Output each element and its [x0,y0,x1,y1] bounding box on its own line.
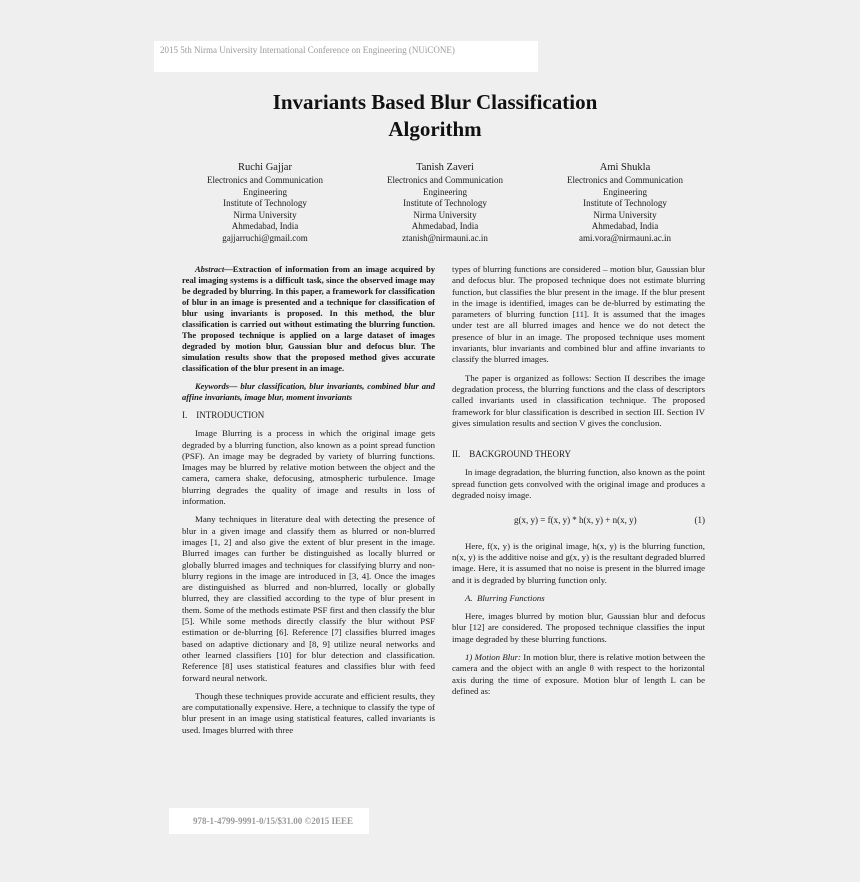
equation-number: (1) [694,515,705,526]
intro-paragraph-3: Though these techniques provide accurate and efficient results, they are computationally expensive. Here, a technique to classify the type of blur present in an image using statistical features, called invariants is used. Images blurred with three [182,690,435,735]
background-paragraph-1: In image degradation, the blurring function, also known as the point spread function gets convolved with the original image and produces a degraded noisy image. [452,467,705,501]
author-1 [180,161,350,244]
background-paragraph-3: Here, images blurred by motion blur, Gaussian blur and defocus blur [12] are considered. The proposed technique classifies the input image degraded by these blurring functions. [452,611,705,644]
author-email: ami.vora@nirmauni.ac.in [578,232,671,243]
equation-1 [452,515,705,526]
author-block [180,161,710,244]
author-name: Ruchi Gajjar [238,162,292,173]
intro-paragraph-1: Image Blurring is a process in which the original image gets degraded by a blurring function, also known as a point spread function (PSF). An image may be degraded by variety of blurring functions. Images may be blurred by relative motion between the object and the camera, camera shake, defocusing, atmospheric turbulence. Image blurring degrades the quality of image and results in loss of information. [182,428,435,507]
section-title-rest: ACKGROUND [475,449,536,460]
section-numeral: II. [452,449,461,460]
intro-paragraph-3-continued: types of blurring functions are considered – motion blur, Gaussian blur and defocus blur. The proposed technique does not estimate blurring function, but classifies the blur present in the image. If the blur present in the image is identified, images can be de-blurred by estimating the parameters of blurring function [11]. It is assumed that the images under test are all blurred images and hence we do not detect the presence of blur in an image. The proposed technique uses moment invariants, blur invariants and combined blur and affine invariants to classify the blurred images. [452,264,705,365]
author-name: Tanish Zaveri [416,162,474,173]
section-numeral: I. [182,410,188,420]
author-name: Ami Shukla [599,162,651,173]
section-heading-background [452,449,705,460]
subsection-heading-blurring-functions [452,593,705,604]
author-city: Ahmedabad, India [591,221,659,231]
left-column [182,264,435,743]
author-3 [540,161,710,244]
author-institute: Institute of Technology [223,198,307,208]
section-title-initial: B [469,449,476,460]
author-city: Ahmedabad, India [411,221,479,231]
section-title-rest: NTRODUCTION [199,410,265,420]
motion-blur-paragraph [452,652,705,697]
abstract [182,264,435,374]
intro-paragraph-4: The paper is organized as follows: Section II describes the image degradation process, the blurring functions and the class of descriptors called invariants used in classification technique. The proposed framework for blur classification is described in section III. Section IV gives simulation results and section V gives the conclusion. [452,372,705,428]
subsection-label: A. [465,592,473,603]
author-email: gajjarruchi@gmail.com [222,232,308,243]
copyright-footer: 978-1-4799-9991-0/15/$31.00 ©2015 IEEE [169,808,369,834]
author-dept: Engineering [243,186,287,197]
section-title-initial: I [196,410,200,420]
motion-blur-text: In motion blur, there is relative motion between the camera and the object with an angle θ with respect to the horizontal axis during the time of exposure. Motion blur of length L can be defined as: [452,652,705,696]
keywords [182,381,435,403]
author-city: Ahmedabad, India [231,221,299,231]
keywords-lead: Keywords [195,381,229,391]
author-dept: Engineering [603,186,647,197]
author-institute: Institute of Technology [403,198,487,208]
author-university: Nirma University [233,209,297,220]
title-line-2: Algorithm [388,117,482,141]
subsection-title: Blurring Functions [476,592,545,603]
motion-blur-label: 1) Motion Blur: [465,652,521,663]
conference-header: 2015 5th Nirma University International Conference on Engineering (NUiCONE) [154,41,538,72]
paper-title [200,89,670,143]
author-university: Nirma University [593,209,657,220]
keywords-text: — blur classification, blur invariants, combined blur and affine invariants, image blur, moment invariants [182,381,435,402]
author-dept: Electronics and Communication [567,175,683,185]
section-heading-introduction [182,410,435,421]
author-dept: Engineering [423,186,467,197]
author-2 [360,161,530,244]
author-dept: Electronics and Communication [207,175,323,185]
abstract-lead: Abstract [195,264,225,274]
section-title-rest-2: HEORY [540,449,572,460]
author-email: ztanish@nirmauni.ac.in [402,232,488,243]
background-paragraph-2: Here, f(x, y) is the original image, h(x, y) is the blurring function, n(x, y) is the additive noise and g(x, y) is the resultant degraded blurred image. Here, it is assumed that no noise is present in the blurred image and it is degraded by blurring function only. [452,540,705,585]
author-university: Nirma University [413,209,477,220]
author-institute: Institute of Technology [583,198,667,208]
equation-body: g(x, y) = f(x, y) * h(x, y) + n(x, y) [514,515,637,526]
intro-paragraph-2: Many techniques in literature deal with detecting the presence of blur in a given image and classify them as blurred or non-blurred images [1, 2] and also give the extent of blur present in the image. Blurred images can further be distinguished as locally blurred or globally blurred images and techniques for classifying blurry and non-blurry regions in the image are introduced in [3, 4]. Once the images are distinguished as blurred and non-blurred, locally or globally blurred, they are classified according to the type of blur present in them. Some of the methods estimate PSF first and then classify the blur [5]. While some methods directly classify the blur without PSF estimation or de-blurring [6]. Reference [7] classifies blurred images based on adaptive dictionary and [8, 9] utilize neural networks and other learned classifiers [10] for blur detection and classification. Reference [8] uses statistical features and classifies blur with feed forward neural network. [182,514,435,683]
abstract-text: —Extraction of information from an image acquired by real imaging systems is a difficult task, since the observed image may be degraded by blurring. In this paper, a framework for classification of blur in an image is presented and a technique for classification of blur using invariants is proposed. In this method, the blur classification is carried out without estimating the blurring function. The proposed technique is applied on a large dataset of images degraded by motion blur, Gaussian blur and defocus blur. The simulation results show that the proposed method gives accurate classification of the blur present in an image. [182,264,435,373]
title-line-1: Invariants Based Blur Classification [272,90,598,114]
author-dept: Electronics and Communication [387,175,503,185]
section-title-initial-2: T [535,449,541,460]
right-column [452,264,705,704]
